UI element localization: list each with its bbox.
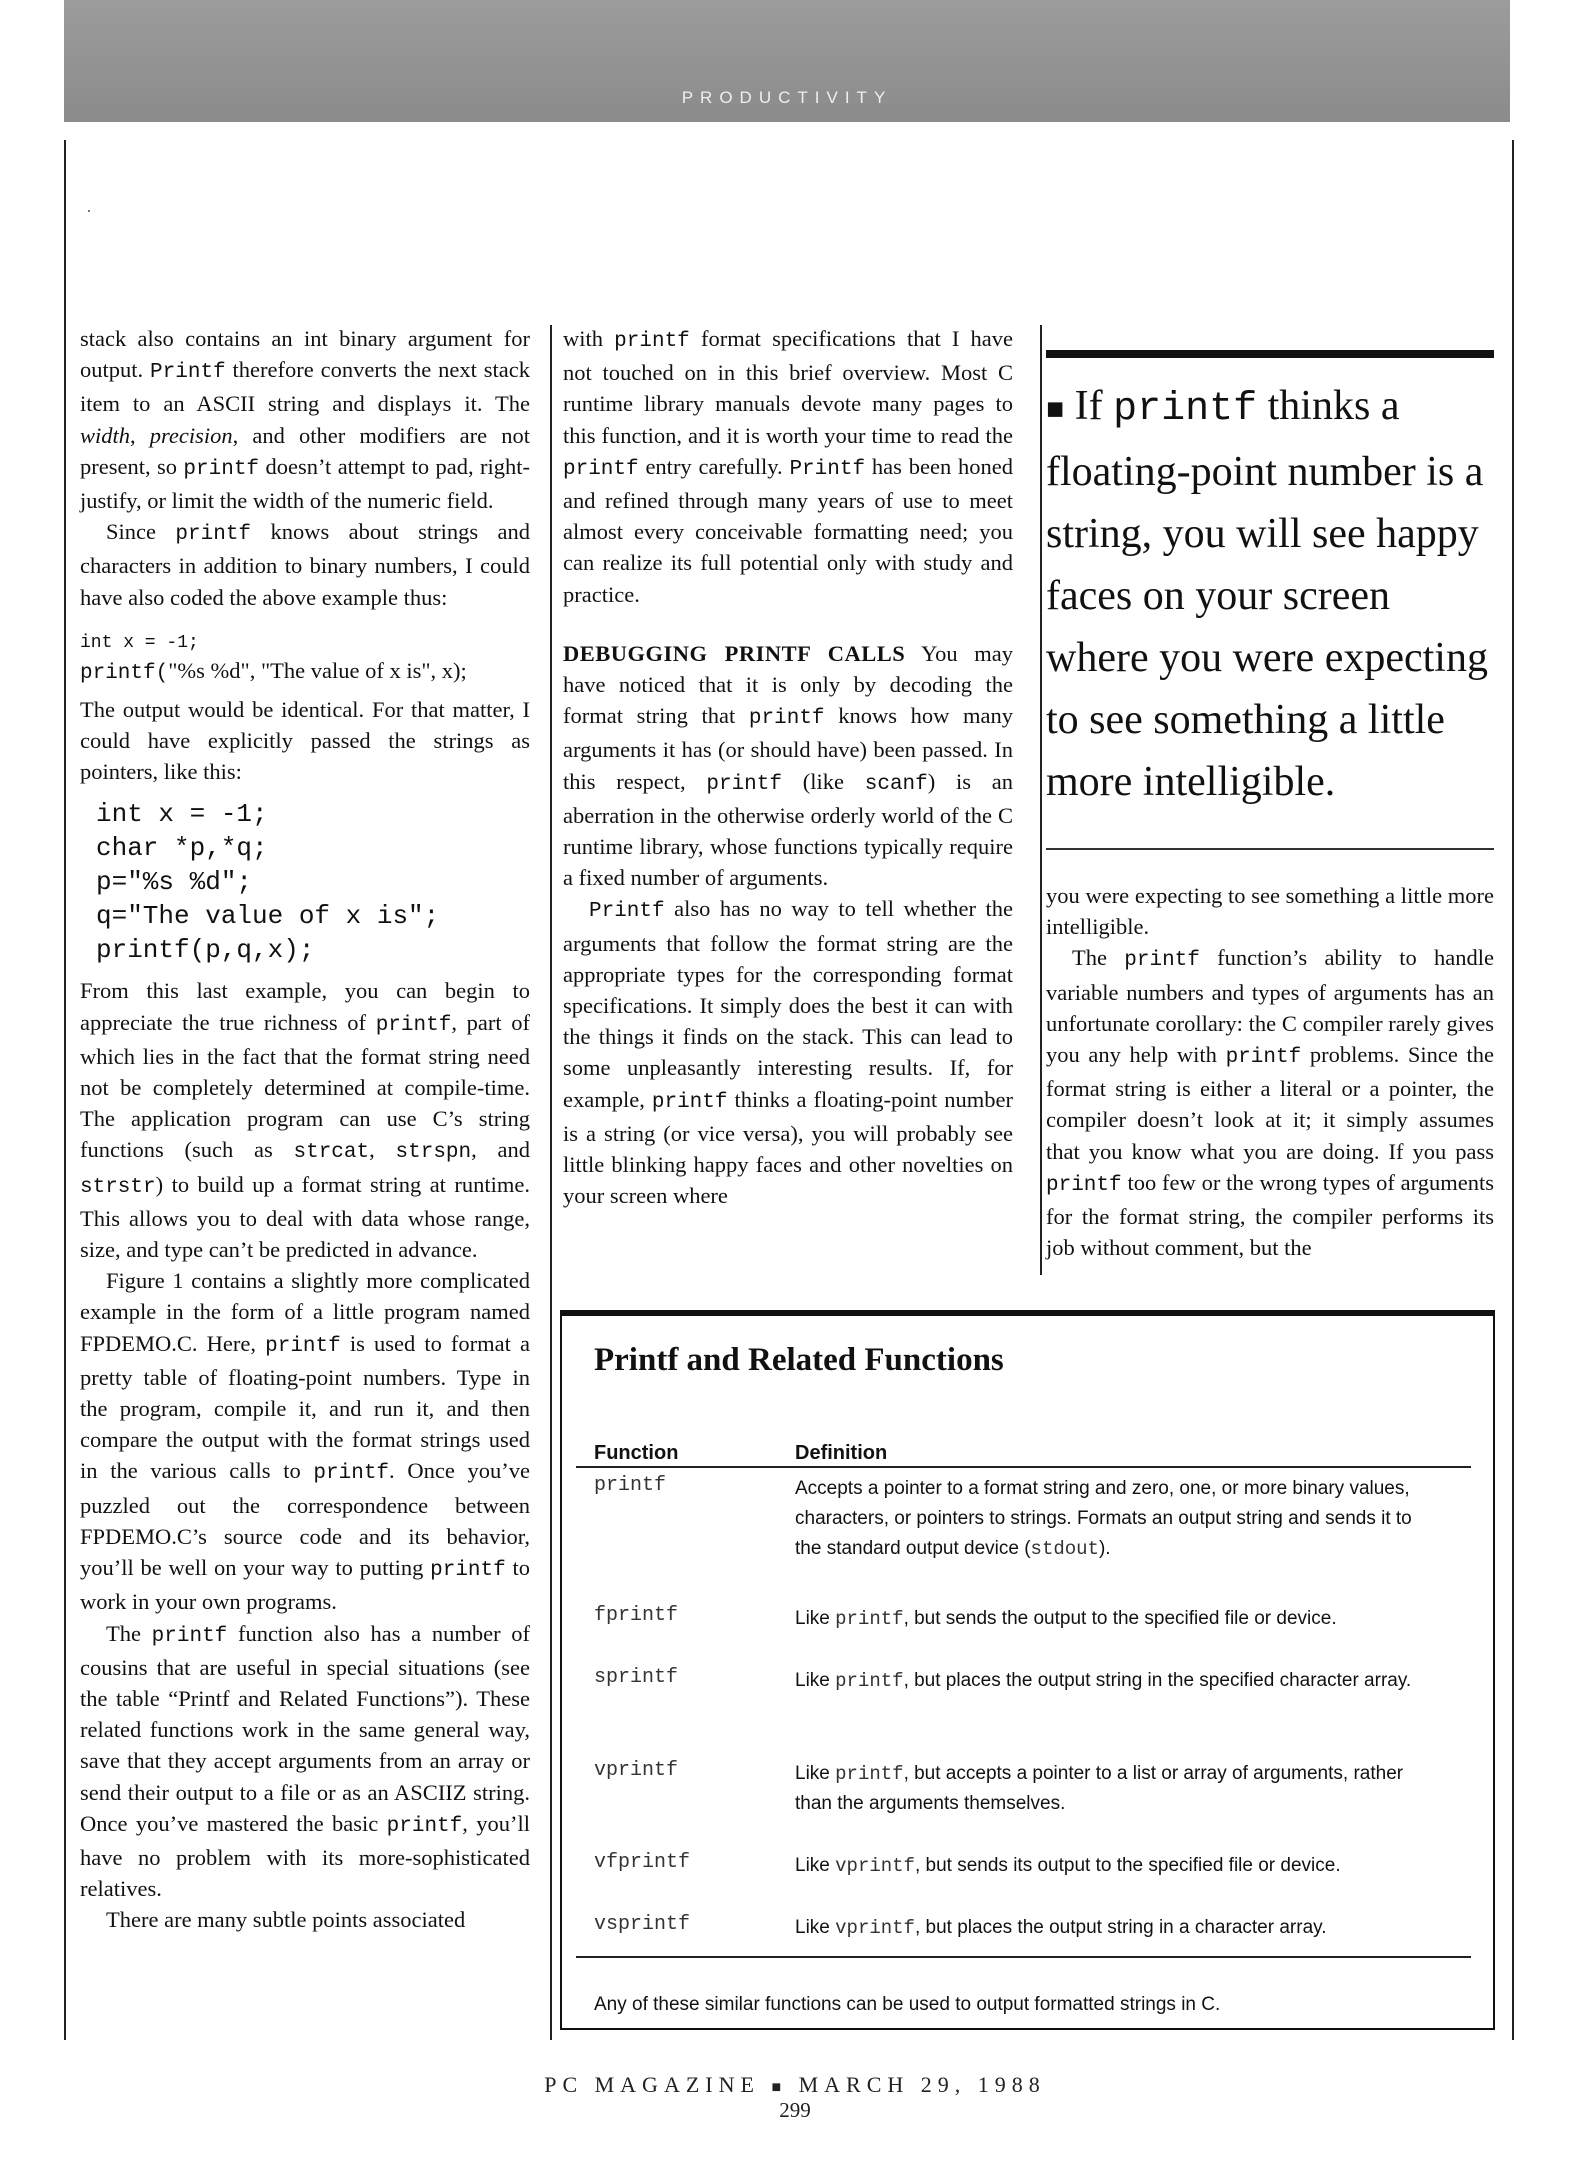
col3-paragraph-1: you were expecting to see something a little more intelligible. [1046, 883, 1494, 940]
col2-paragraph-2: DEBUGGING PRINTF CALLS You may have noticed that it is only by decoding the format string that printf knows how many arguments it has (or should have) been passed. In this respect, printf (like scanf) is an aberration in the otherwise orderly world of the C runtime library, whose functions typically require a fixed number of arguments. [563, 640, 1013, 891]
page-footer: PC MAGAZINE ■ MARCH 29, 1988 [544, 2072, 1046, 2097]
col1-paragraph-5: Figure 1 contains a slightly more complicated example in the form of a little program named FPDEMO.C. Here, printf is used to format a pretty table of floating-point numbers. Type in the program, compile it, and run it, and then compare the output with the format strings used in the various calls to printf. Once you’ve puzzled out the correspondence between FPDEMO.C’s source code and its behavior, you’ll be well on your way to putting printf to work in your own programs. [80, 1268, 531, 1615]
column-divider-2 [1040, 325, 1042, 1275]
separator-icon: ■ [771, 2079, 788, 2096]
bullet-icon: ■ [1046, 392, 1065, 426]
col1-paragraph-4: From this last example, you can begin to appreciate the true richness of printf, part of which lies in the fact that the format string need not be completely determined at compile-time. The application program can use C’s string functions (such as strcat, strspn, and strstr) to build up a format string at runtime. This allows you to deal with data whose range, size, and type can’t be predicted in advance. [80, 978, 531, 1263]
header-band [64, 0, 1510, 122]
table-title: Printf and Related Functions [594, 1342, 1004, 1378]
right-frame-rule [1512, 140, 1514, 2040]
col1-paragraph-3: The output would be identical. For that matter, I could have explicitly passed the strings as pointers, like this: [80, 696, 530, 785]
code-example-inline: int x = -1; printf("%s %d", "The value of x is", x); [80, 632, 467, 685]
pull-quote-top-rule [1046, 350, 1494, 358]
pull-quote-bottom-rule [1046, 848, 1494, 850]
header-function: Function [594, 1442, 679, 1464]
col2-paragraph-1: with printf format specifications that I have not touched on in this brief overview. Most C runtime library manuals devote many pages to this function, and it is worth your time to read the printf entry carefully. Printf has been honed and refined through many years of use to meet almost every conceivable formatting need; you can realize its full potential only with study and practice. [563, 326, 1014, 607]
col3-paragraph-2: The printf function’s ability to handle variable numbers and types of arguments has an unfortunate corollary: the C compiler rarely gives you any help with printf problems. Since the format string is either a literal or a pointer, the compiler doesn’t look at it; it simply assumes that you know what you are doing. If you pass printf too few or the wrong types of arguments for the format string, the compiler performs its job without comment, but the [1046, 945, 1494, 1261]
speck [88, 210, 90, 212]
col1-paragraph-2: Since printf knows about strings and characters in addition to binary numbers, I could have also coded the above example thus: [80, 519, 530, 610]
header-definition: Definition [795, 1442, 888, 1464]
pull-quote: ■ If printf thinks a floating-point number is a string, you will see happy faces on your screen where you were expecting to see something a little more intelligible. [1046, 383, 1488, 805]
left-frame-rule [64, 140, 66, 2040]
column-2 [563, 323, 1013, 1211]
page-number: 299 [779, 2098, 811, 2122]
col1-paragraph-1: stack also contains an int binary argument for output. Printf therefore converts the next stack item to an ASCII string and displays it. The width, precision, and other modifiers are not present, so printf doesn’t attempt to pad, right-justify, or limit the width of the numeric field. [80, 326, 530, 514]
column-1 [80, 323, 530, 1936]
table-header-rule [576, 1466, 1471, 1468]
table-bottom-rule [576, 1956, 1471, 1958]
table-footnote: Any of these similar functions can be used to output formatted strings in C. [594, 1994, 1221, 2015]
functions-table: Printf and Related Functions Function Definition printf Accepts a pointer to a format string and zero, one, or more binary values, characters, or pointers to strings. Formats an output string and sends it to the standard output device (stdout). fprintf Like printf, but sends the output to the specified file or device. sprintf Like printf, but places the output string in the specified character array. vprintf Like printf, but accepts a pointer to a list or array of arguments, rather than the arguments themselves. vfprintf Like vprintf, but sends its output to the specified file or device. vsprintf Like vprintf, but places the output string in a character array. Any of these similar functions can be used to output formatted strings in C. [560, 1310, 1495, 2030]
column-3 [1046, 880, 1494, 1263]
col1-paragraph-6: The printf function also has a number of cousins that are useful in special situations (see the table “Printf and Related Functions”). These related functions work in the same general way, save that they accept arguments from an array or send their output to a file or as an ASCIIZ string. Once you’ve mastered the basic printf, you’ll have no problem with its more-sophisticated relatives. [80, 1620, 530, 1902]
col1-paragraph-7: There are many subtle points associated [106, 1907, 466, 1933]
col2-paragraph-3: Printf also has no way to tell whether the arguments that follow the format string are the appropriate types for the corresponding format specifications. It simply does the best it can with the things it finds on the stack. This can lead to some unpleasantly interesting results. If, for example, printf thinks a floating-point number is a string (or vice versa), you will probably see little blinking happy faces and other novelties on your screen where [563, 896, 1013, 1209]
section-label: PRODUCTIVITY [681, 88, 893, 107]
column-divider-1 [550, 325, 552, 2040]
code-example-pointers: int x = -1; char *p,*q; p="%s %d"; q="The value of x is"; printf(p,q,x); [96, 799, 440, 966]
section-subhead: DEBUGGING PRINTF CALLS [563, 640, 906, 666]
